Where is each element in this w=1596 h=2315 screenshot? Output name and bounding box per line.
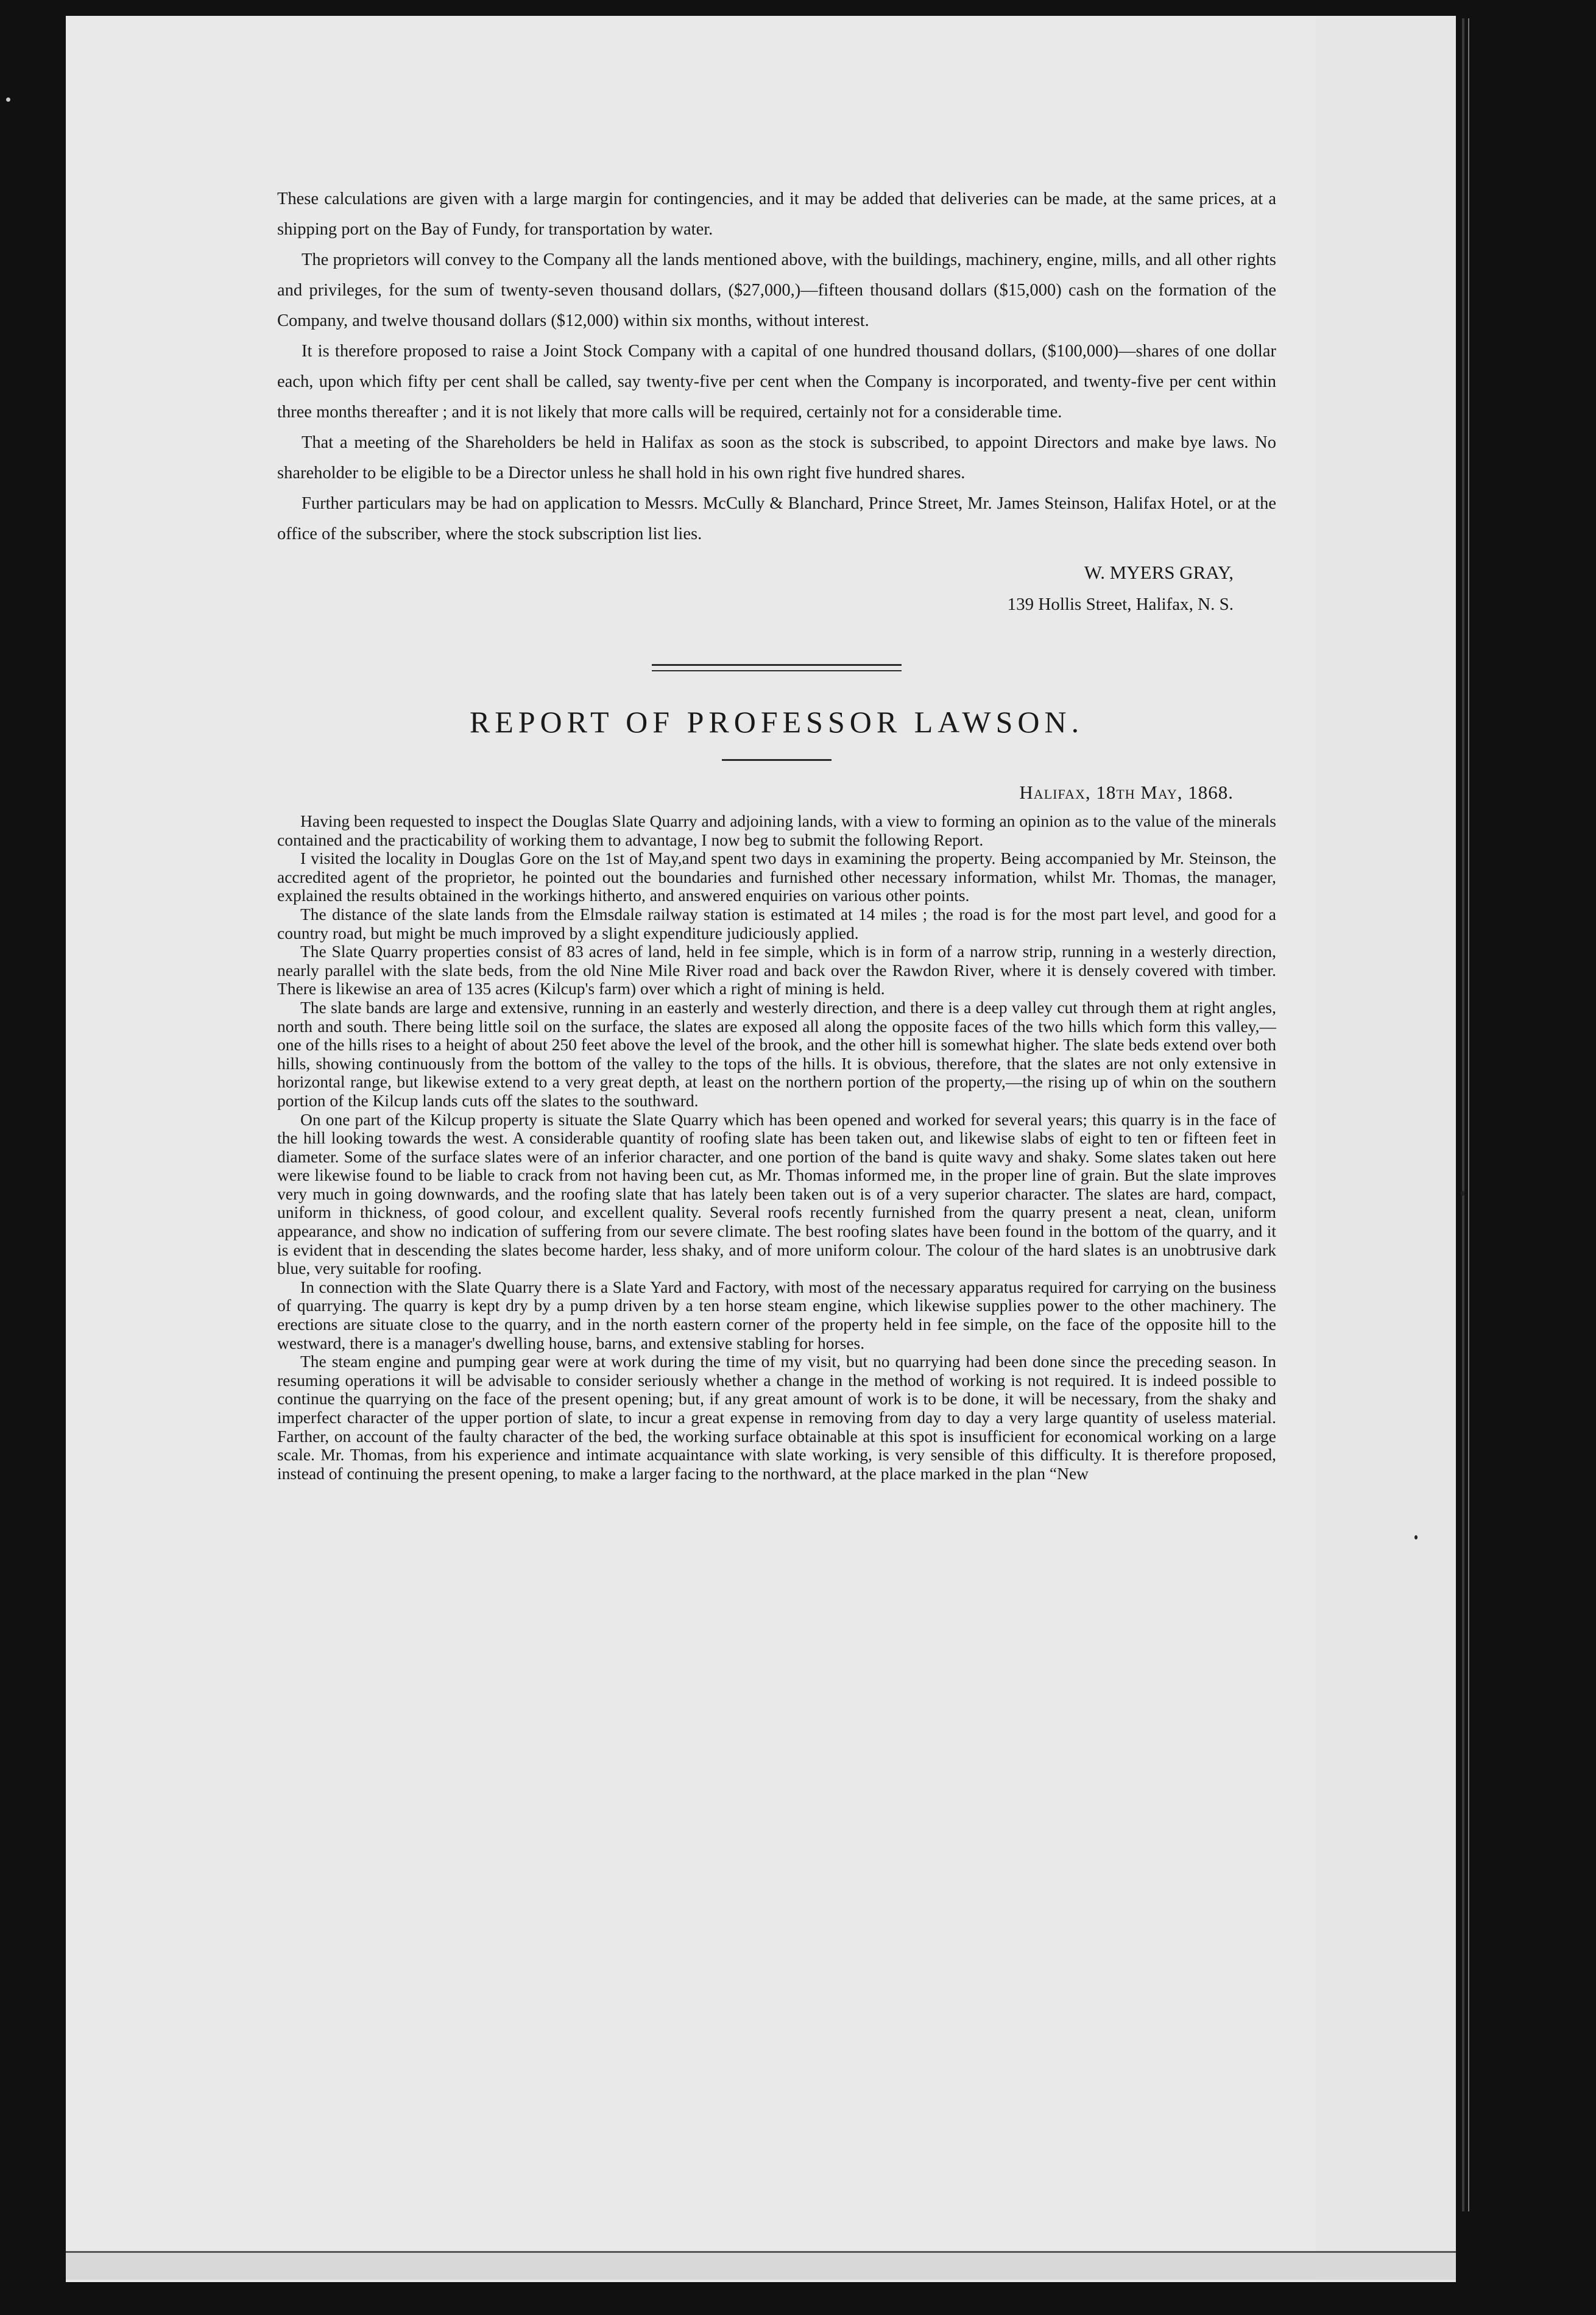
signatory-name: W. MYERS GRAY, bbox=[1084, 562, 1234, 583]
report-paragraph-7: In connection with the Slate Quarry there is a Slate Yard and Factory, with most of the necessary apparatus required for carrying on the business of quarrying. The quarry is kept dry by a pump driven by a ten horse steam engine, which likewise supplies power to the other machinery. The erections are situate close to the quarry, and in the north eastern corner of the property held in fee simple, on the face of the opposite hill to the westward, there is a manager's dwelling house, barns, and extensive stabling for horses. bbox=[277, 1277, 1276, 1352]
report-paragraph-8: The steam engine and pumping gear were at work during the time of my visit, but no quarrying had been done since the preceding season. In resuming operations it will be advisable to consider seriously whether a change in the method of working is not required. It is indeed possible to continue the quarrying on the face of the present opening; but, if any great amount of work is to be done, it will be necessary, from the shaky and imperfect character of the upper portion of slate, to incur a great expense in removing from day to day a very large quantity of useless material. Farther, on account of the faulty character of the bed, the working surface obtainable at this spot is insufficient for economical working on a large scale. Mr. Thomas, from his experience and intimate acquaintance with slate working, is very sensible of this difficulty. It is therefore proposed, instead of continuing the present opening, to make a larger facing to the northward, at the place marked in the plan “New bbox=[277, 1352, 1276, 1483]
intro-paragraph-4: That a meeting of the Shareholders be held in Halifax as soon as the stock is subscribed, to appoint Directors and make bye laws. No shareholder to be eligible to be a Director unless he shall hold in his own right five hundred shares. bbox=[277, 433, 1276, 482]
scan-speck bbox=[6, 97, 10, 102]
report-paragraph-1: Having been requested to inspect the Douglas Slate Quarry and adjoining lands, with a view to forming an opinion as to the value of the minerals contained and the practicability of working them to advantage, I now beg to submit the following Report. bbox=[277, 811, 1276, 849]
intro-paragraph-3: It is therefore proposed to raise a Joint Stock Company with a capital of one hundred thousand dollars, ($100,000)—shares of one dollar each, upon which fifty per cent shall be called, say twenty-five per cent when the Company is incorporated, and twenty-five per cent within three months thereafter ; and it is not likely that more calls will be required, certainly not for a considerable time. bbox=[277, 342, 1276, 422]
ink-speck bbox=[1461, 1191, 1464, 1196]
section-divider bbox=[652, 664, 902, 671]
report-paragraph-4: The Slate Quarry properties consist of 83 acres of land, held in fee simple, which is in form of a narrow strip, running in a westerly direction, nearly parallel with the slate beds, from the old Nine Mile River road and back over the Rawdon River, where it is densely covered with timber. There is likewise an area of 135 acres (Kilcup's farm) over which a right of mining is held. bbox=[277, 942, 1276, 998]
report-paragraph-3: The distance of the slate lands from the Elmsdale railway station is estimated at 14 miles ; the road is for the most part level, and good for a country road, but might be much improved by a slight expenditure judiciously applied. bbox=[277, 904, 1276, 942]
report-paragraph-6: On one part of the Kilcup property is situate the Slate Quarry which has been opened and worked for several years; this quarry is in the face of the hill looking towards the west. A considerable quantity of roofing slate has been taken out, and likewise slabs of eight to ten or fifteen feet in diameter. Some of the surface slates were of an inferior character, and one portion of the band is quite wavy and shaky. Some slates taken out here were likewise found to be liable to crack from not having been cut, as Mr. Thomas informed me, in the proper line of grain. But the slate improves very much in going downwards, and the roofing slate that has lately been taken out is of a very superior character. The slates are hard, compact, uniform in thickness, of good colour, and excellent quality. Several roofs recently furnished from the quarry present a neat, clean, uniform appearance, and show no indication of suffering from our severe climate. The best roofing slates have been found in the bottom of the quarry, and it is evident that in descending the slates become harder, less shaky, and of more uniform colour. The colour of the hard slates is an unobtrusive dark blue, very suitable for roofing. bbox=[277, 1109, 1276, 1278]
page-bottom-edge bbox=[66, 2251, 1456, 2280]
intro-paragraph-2: The proprietors will convey to the Company all the lands mentioned above, with the buildings, machinery, engine, mills, and all other rights and privileges, for the sum of twenty-seven thousand dollars, ($27,000,)—fifteen thousand dollars ($15,000) cash on the formation of the Company, and twelve thousand dollars ($12,000) within six months, without interest. bbox=[277, 250, 1276, 330]
intro-paragraph-1: These calculations are given with a large margin for contingencies, and it may be added that deliveries can be made, at the same prices, at a shipping port on the Bay of Fundy, for transportation by water. bbox=[277, 189, 1276, 239]
report-paragraph-2: I visited the locality in Douglas Gore on the 1st of May,and spent two days in examining the property. Being accompanied by Mr. Steinson, the accredited agent of the proprietor, he pointed out the boundaries and furnished other necessary information, whilst Mr. Thomas, the manager, explained the results obtained in the workings hitherto, and answered enquiries on various other points. bbox=[277, 849, 1276, 905]
binding-edge bbox=[1462, 18, 1464, 2211]
report-paragraph-5: The slate bands are large and extensive, running in an easterly and westerly direction, and there is a deep valley cut through them at right angles, north and south. There being little soil on the surface, the slates are exposed all along the opposite faces of the two hills which form this valley,—one of the hills rises to a height of about 250 feet above the level of the brook, and the other hill is somewhat higher. The slate beds extend over both hills, showing continuously from the bottom of the valley to the tops of the hills. It is obvious, therefore, that the slates are not only extensive in horizontal range, but likewise extend to a very great depth, at least on the northern portion of the property,—the rising up of whin on the southern portion of the Kilcup lands cuts off the slates to the southward. bbox=[277, 997, 1276, 1110]
ink-speck bbox=[1414, 1535, 1418, 1539]
intro-paragraph-5: Further particulars may be had on application to Messrs. McCully & Blanchard, Prince Street, Mr. James Steinson, Halifax Hotel, or at the office of the subscriber, where the stock subscription list lies. bbox=[277, 494, 1276, 543]
report-body bbox=[277, 812, 1276, 1483]
binding-edge-inner bbox=[1468, 18, 1469, 2211]
title-underline bbox=[722, 759, 832, 761]
signature-block bbox=[277, 557, 1234, 620]
document-text bbox=[277, 184, 1276, 1483]
signatory-address: 139 Hollis Street, Halifax, N. S. bbox=[1007, 595, 1234, 614]
page-right-margin bbox=[1316, 16, 1456, 2282]
report-dateline: Halifax, 18th May, 1868. bbox=[1019, 782, 1234, 803]
report-title: REPORT OF PROFESSOR LAWSON. bbox=[469, 705, 1084, 739]
